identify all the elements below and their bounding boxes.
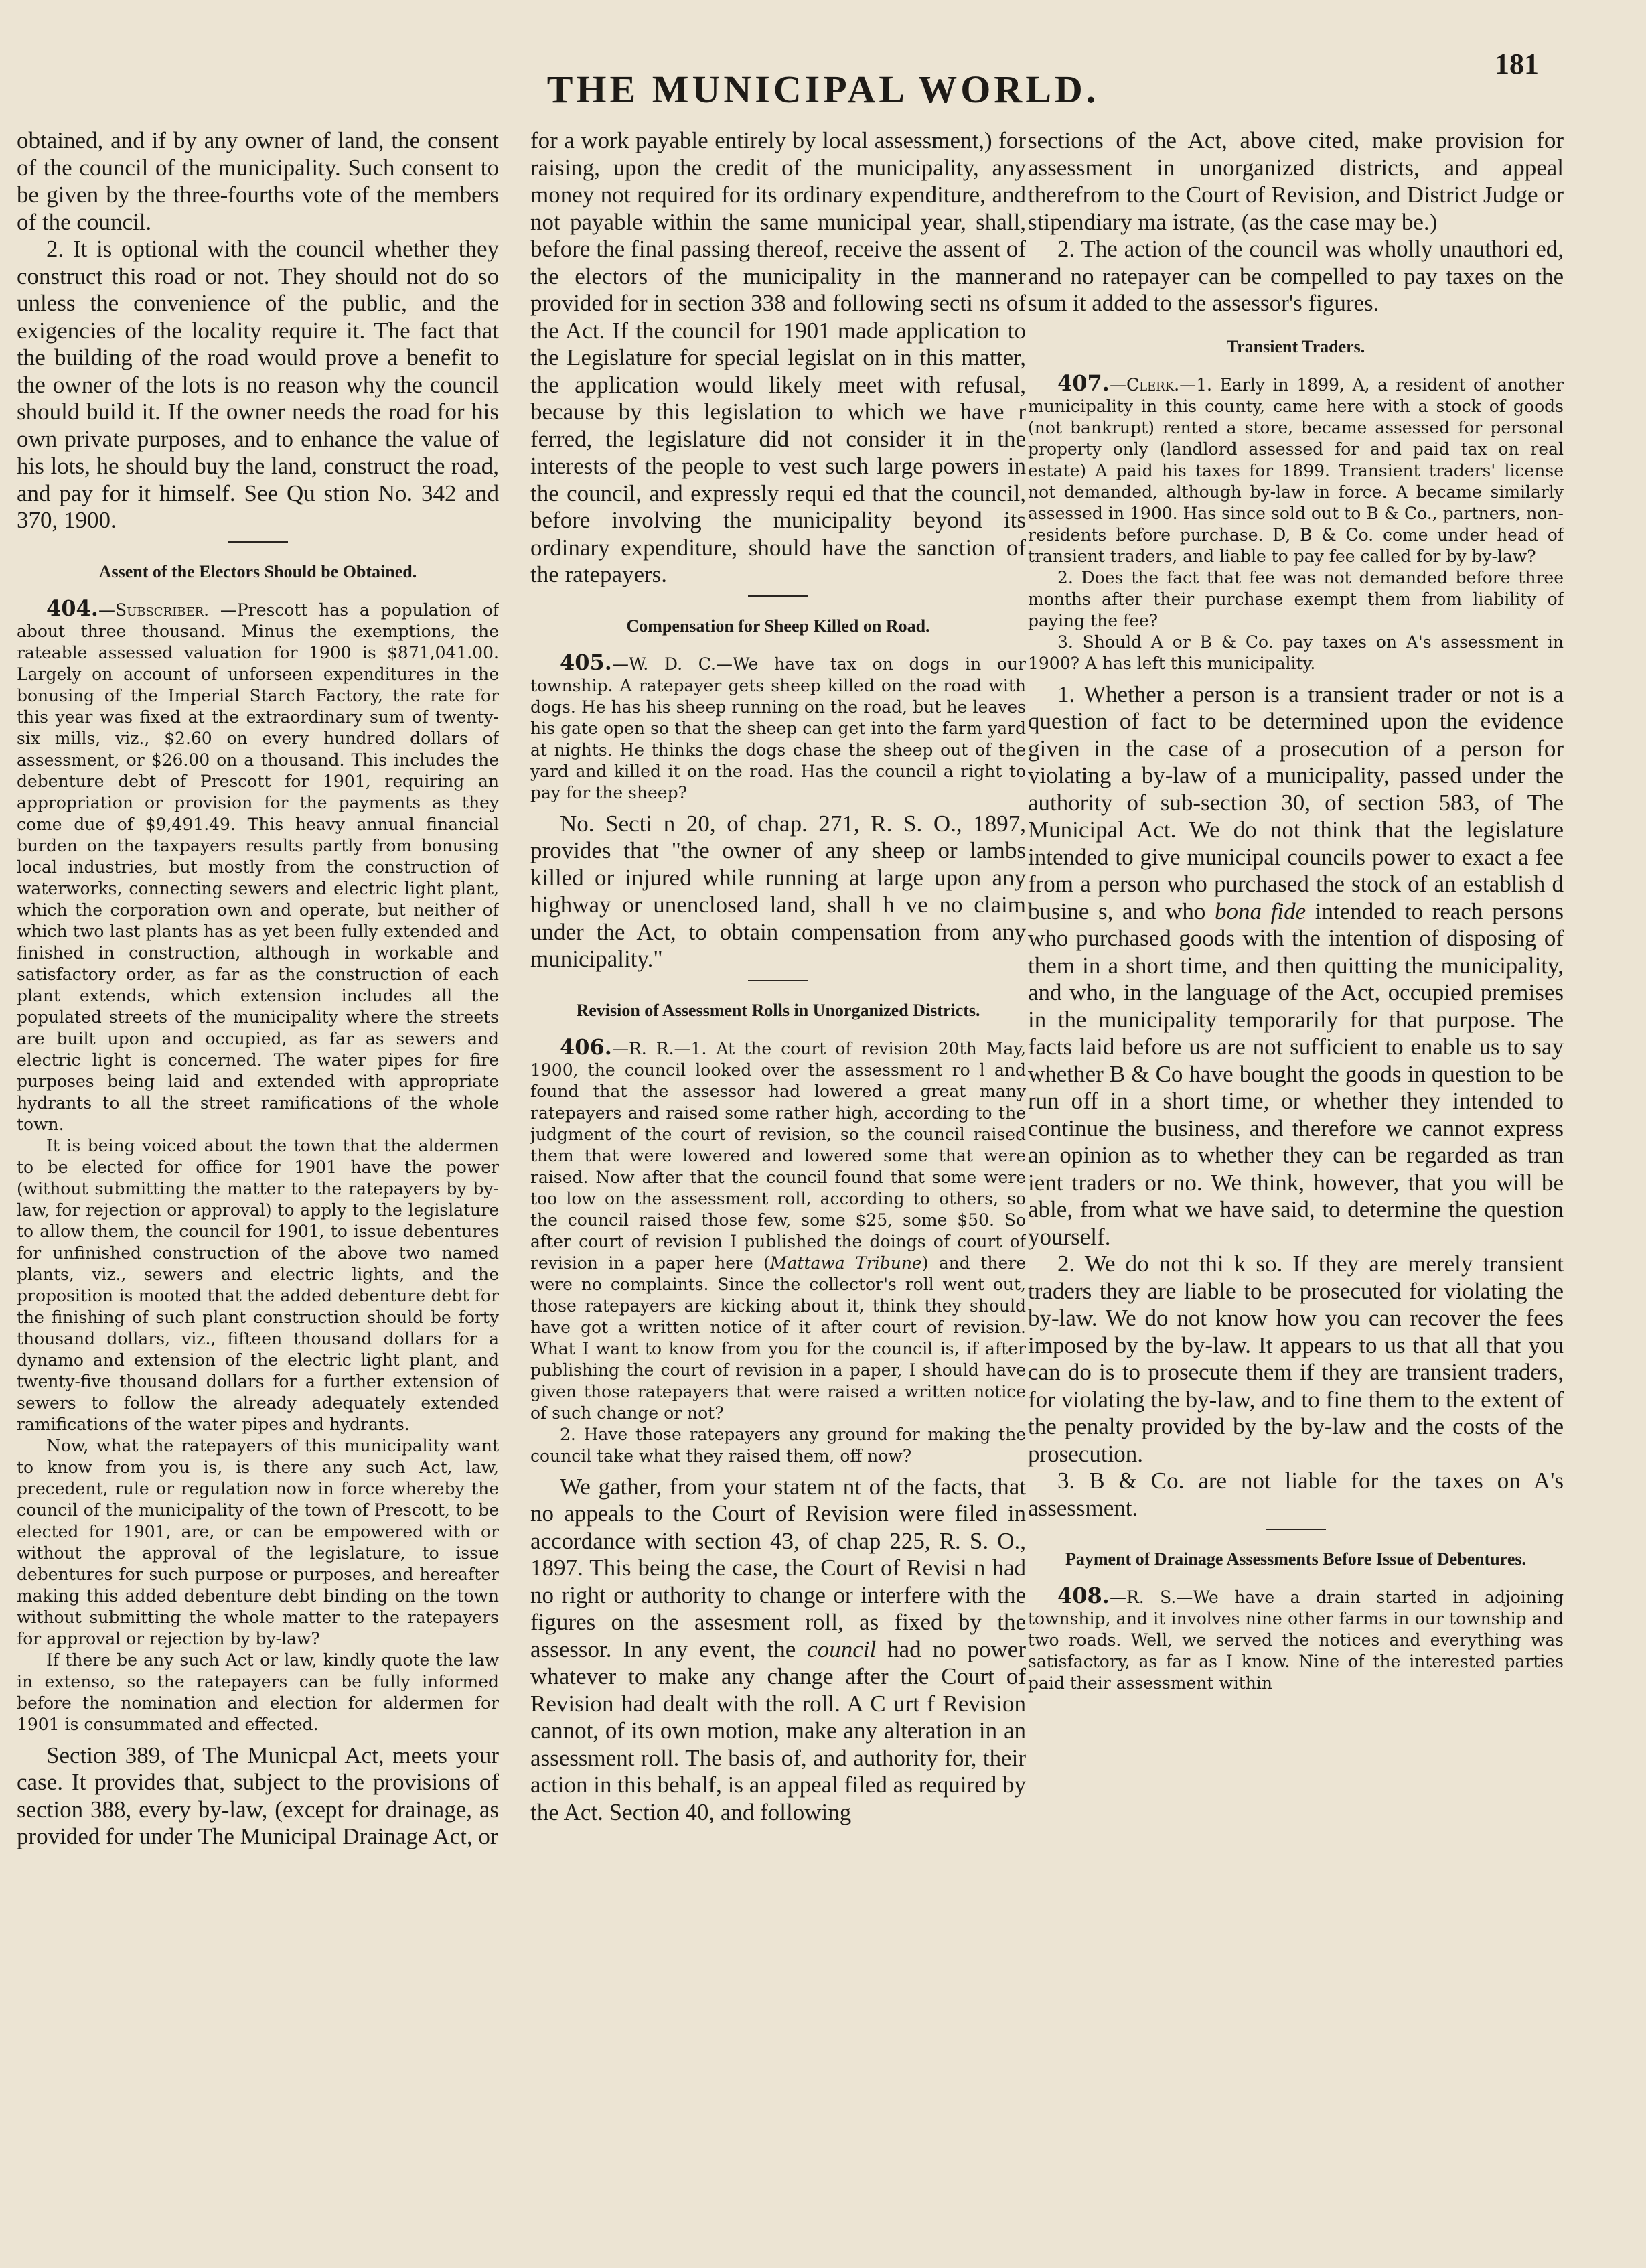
paragraph: Now, what the ratepayers of this municipality want to know from you is, is there any such Act, law, precedent, rule or regulation now in force whereby the council of the municipality of the town of Prescott, to be elected for 1901, are, or can be empowered with or without the approval of the legislature, to issue debentures for such purpose or purposes, and hereafter making this added debenture debt binding on the town without submitting the whole matter to the ratepayers for approval or rejection by by-law? (17, 1435, 499, 1648)
question-text: —R. S.—We have a drain started in adjoining township, and it involves nine other farms in our township and two roads. Well, we served the notices and everything was satisfactory, as far as I know. Nine of the interested parties paid their assessment within (1028, 1587, 1564, 1693)
question-author: —Clerk. (1109, 374, 1180, 395)
answer-407-part-1 (1028, 681, 1564, 1251)
answer-406 (530, 1474, 1026, 1827)
question-number: 407. (1057, 370, 1110, 396)
column-middle (530, 127, 1026, 2230)
question-406 (530, 1036, 1026, 1424)
divider (748, 980, 808, 981)
masthead: THE MUNICIPAL WORLD. (546, 68, 1100, 111)
question-text: —Prescott has a population of about three thousand. Minus the exemptions, the rateable assessed valuation for 1900 is $871,041.00. Largely on account of unforseen expenditures in the bonusing of the Imperial Starch Factory, the rate for this year was fixed at the extraordinary sum of twenty-six mills, viz., $2.60 on every hundred dollars of assessment, or $26.00 on a thousand. This includes the debenture debt of Prescott for 1901, requiring an appropriation or provision for the payments as they come due of $9,491.49. This heavy annual financial burden on the taxpayers results partly from bonusing local industries, but mostly from the construction of waterworks, connecting sewers and electric light plant, which the corporation own and operate, but neither of which two last plants has as yet been fully extended and finished in construction, although in workable and satisfactory order, as far as the construction of each plant extends, which extension includes all the populated streets of the municipality where the streets are built upon and occupied, as far as sewers and electric light is concerned. The water pipes for fire purposes being laid and extended with appropriate hydrants to all the street ramifications of the whole town. (17, 599, 499, 1134)
paragraph: It is being voiced about the town that the aldermen to be elected for office for 1901 have the power (without submitting the matter to the ratepayers by by-law, for rejection or approval) to apply to the legislature to allow them, the council for 1901, to issue debentures for unfinished construction of the above two named plants, viz., sewers and electric lights, and the proposition is mooted that the added debenture debt for the finishing of such plant construction should be forty thousand dollars, viz., fifteen thousand dollars for a dynamo and extension of the electric light plant, and twenty-five thousand dollars for a further extension of sewers to follow the already adequately extended ramifications of the water pipes and hydrants. (17, 1135, 499, 1434)
emphasis: bona fide (1215, 898, 1306, 924)
answer-text: We gather, from your statem nt of the facts, that no appeals to the Court of Revision were filed in accordance with section 43, of chap 225, R. S. O., 1897. This being the case, the Court of Revisi n had no right or authority to change or interfere with the figures on the assesment roll, as fixed by the assessor. In any event, the (530, 1473, 1026, 1662)
answer-text: had no power whatever to make any change after the Court of Revision had dealt with the roll. A C urt f Revision cannot, of its own motion, make any alteration in an assessment roll. The basis of, and authority for, their action in this behalf, is an appeal filed as required by the Act. Section 40, and following (530, 1636, 1026, 1825)
column-right (1028, 127, 1564, 2230)
question-number: 404. (46, 595, 98, 621)
question-404 (17, 597, 499, 1135)
question-407 (1028, 372, 1564, 567)
question-text: ) and there were no complaints. Since the collector's roll went out, those ratepayers are kicking about it, think they should have got a written notice of it after court of revision. What I want to know from you for the council is, if after publishing the court of revision in a paper, I should have given those ratepayers that were raised a written notice of such change or not? (530, 1253, 1026, 1423)
question-text: —1. Early in 1899, A, a resident of another municipality in this county, came here with a stock of goods (not bankrupt) rented a store, became assessed for personal property only (landlord assessed for and paid tax on real estate) A paid his taxes for 1899. Transient traders' license not demanded, although by-law in force. A became similarly assessed in 1900. Has since sold out to B & Co., partners, non-residents before purchase. D, B & Co. come under head of transient traders, and liable to pay fee called for by by-law? (1028, 374, 1564, 566)
question-heading-406: Revision of Assessment Rolls in Unorganized Districts. (576, 1000, 980, 1020)
paragraph: 2. It is optional with the council whether they construct this road or not. They should not do so unless the convenience of the public, and the exigencies of the locality require it. The fact that the building of the road would prove a benefit to the owner of the lots is no reason why the council should build it. If the owner needs the road for his own private purposes, and to enhance the value of his lots, he should buy the land, construct the road, and pay for it himself. See Qu stion No. 342 and 370, 1900. (17, 236, 499, 533)
column-left (17, 127, 499, 2230)
answer-404: Section 389, of The Municpal Act, meets your case. It provides that, subject to the provisions of section 388, every by-law, (except for drainage, as provided for under The Municipal Drainage Act, or (17, 1742, 499, 1849)
answer-407-part-3: 3. B & Co. are not liable for the taxes on A's assessment. (1028, 1468, 1564, 1521)
answer-text: intended to reach persons who purchased goods with the intention of disposing of them in a short time, and then quitting the municipality, and who, in the language of the Act, occupied premises in the municipality temporarily for that purpose. The facts laid before us are not sufficient to enable us to say whether B & Co have bought the goods in question to be run off in a short time, or whether they intended to continue the business, and therefore we cannot express an opinion as to whether they can be regarded as tran ient traders or no. We think, however, that you will be able, from what we have said, to determine the question yourself. (1028, 898, 1564, 1250)
answer-405: No. Secti n 20, of chap. 271, R. S. O., 1897, provides that "the owner of any sheep or lambs killed or injured while running at large upon any highway or unenclosed land, shall h ve no claim under the Act, to obtain compensation from any municipality." (530, 810, 1026, 972)
question-number: 405. (560, 649, 612, 675)
page-number: 181 (1495, 48, 1539, 80)
divider (748, 595, 808, 597)
question-heading-405: Compensation for Sheep Killed on Road. (626, 616, 930, 636)
paragraph: 3. Should A or B & Co. pay taxes on A's assessment in 1900? A has left this municipality. (1028, 632, 1564, 673)
page-header (0, 47, 1646, 121)
answer-text: 1. Whether a person is a transient trader or not is a question of fact to be determined upon the evidence given in the case of a prosecution of a person for violating a by-law of a municipality, passed under the authority of sub-section 30, of section 583, of The Municipal Act. We do not think that the legislature intended to give municipal councils power to exact a fee from a person who purchased the stock of an establish d busine s, and who (1028, 681, 1564, 924)
question-heading-407: Transient Traders. (1226, 336, 1365, 356)
paragraph: 2. Does the fact that fee was not demanded before three months after their purchase exempt them from liability of paying the fee? (1028, 567, 1564, 630)
paragraph: 2. Have those ratepayers any ground for making the council take what they raised them, off now? (530, 1424, 1026, 1466)
question-text: —R. R.—1. At the court of revision 20th May, 1900, the council looked over the assessment ro l and found that the assessor had lowered a great many ratepayers and raised some rather high, according to the judgment of the court of revision, so the council raised them that were lowered and lowered some that were raised. Now after that the council found that some were too low on the assessment roll, according to others, so the council raised those few, some $25, some $50. So after court of revision I published the doings of court of revision in a paper here ( (530, 1038, 1026, 1273)
paragraph: obtained, and if by any owner of land, the consent of the council of the municipality. Such consent to be given by the three-fourths vote of the members of the council. (17, 127, 499, 235)
emphasis: council (807, 1636, 877, 1662)
question-heading-408: Payment of Drainage Assessments Before Issue of Debentures. (1065, 1549, 1526, 1569)
question-author: —Subscriber. (98, 599, 210, 620)
answer-404-continued: for a work payable entirely by local assessment,) for raising, upon the credit of the municipality, any money not required for its ordinary expenditure, and not payable within the same municipal year, shall, before the final passing thereof, receive the assent of the electors of the municipality in the manner provided for in section 338 and following secti ns of the Act. If the council for 1901 made application to the Legislature for special legislat on in this matter, the application would likely meet with refusal, because by this legislation to which we have r ferred, the legislature did not consider it in the interests of the people to vest such large powers in the council, and expressly requi ed that the council, before involving the municipality beyond its ordinary expenditure, should have the sanction of the ratepayers. (530, 127, 1026, 587)
question-heading-404: Assent of the Electors Should be Obtained. (98, 561, 417, 581)
answer-406-continued: sections of the Act, above cited, make provision for assessment in unorganized districts, and appeal therefrom to the Court of Revision, and District Judge or stipendiary ma istrate, (as the case may be.) (1028, 127, 1564, 235)
question-408 (1028, 1585, 1564, 1694)
question-number: 408. (1057, 1583, 1110, 1608)
divider (1266, 1529, 1326, 1530)
answer-407-part-2: 2. We do not thi k so. If they are merely transient traders they are liable to be prosecuted for violating the by-law. We do not know how you can recover the fees imposed by the by-law. It appears to us that all that you can do is to prosecute them if they are transient traders, for violating the by-law, and to fine them to the extent of the penalty provided by the by-law and the costs of the prosecution. (1028, 1251, 1564, 1467)
paragraph: 2. The action of the council was wholly unauthori ed, and no ratepayer can be compelled to pay taxes on the sum it added to the assessor's figures. (1028, 236, 1564, 316)
paragraph: If there be any such Act or law, kindly quote the law in extenso, so the ratepayers can be fully informed before the nomination and election for aldermen for 1901 is consummated and effected. (17, 1650, 499, 1734)
question-405 (530, 649, 1026, 804)
question-number: 406. (560, 1034, 612, 1060)
newspaper-name: Mattawa Tribune (769, 1253, 922, 1273)
question-text: —W. D. C.—We have tax on dogs in our township. A ratepayer gets sheep killed on the road with dogs. He has his sheep running on the road, but he leaves his gate open so that the sheep can get into the farm yard at nights. He thinks the dogs chase the sheep out of the yard and killed it on the road. Has the council a right to pay for the sheep? (530, 654, 1026, 802)
divider (228, 541, 288, 543)
